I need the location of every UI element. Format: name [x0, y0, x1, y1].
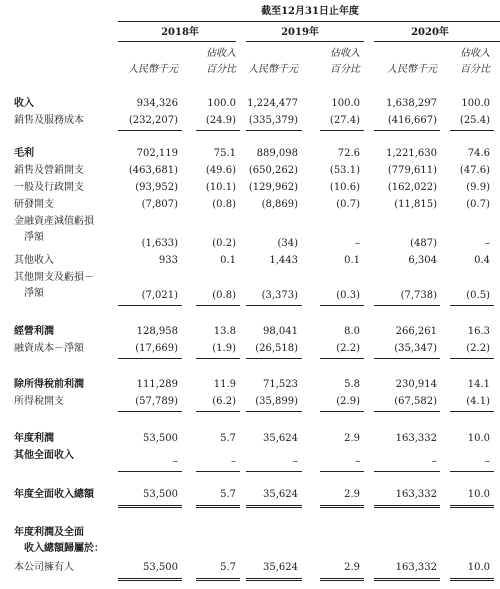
row-label-cont: 淨額: [24, 288, 44, 299]
subtotal-rule: [450, 411, 494, 412]
cell: 5.7: [220, 489, 236, 500]
cell: (0.5): [466, 290, 490, 301]
row-label: 其他全面收入: [14, 450, 74, 461]
cell: 934,326: [136, 98, 178, 109]
pct-header-2019-a: 佔收入: [330, 48, 360, 59]
cell: 0.1: [344, 255, 360, 266]
row-label: 其他開支及虧損－: [14, 272, 94, 283]
cell: (8,869): [261, 199, 298, 210]
cell: (416,667): [387, 115, 437, 126]
subtotal-rule: [450, 358, 494, 359]
cell: (93,952): [135, 182, 178, 193]
cell: (24.9): [205, 115, 236, 126]
year-2020-header: 2020年: [411, 27, 449, 38]
row-label: 研發開支: [14, 199, 54, 210]
cell: 98,041: [263, 326, 298, 337]
cell: (47.6): [459, 165, 490, 176]
cell: (27.4): [329, 115, 360, 126]
cell: 2.9: [344, 562, 360, 573]
subtotal-rule: [246, 358, 302, 359]
cell: 2.9: [344, 433, 360, 444]
pct-header-2020-b: 百分比: [460, 64, 490, 75]
total-double-rule: [374, 578, 440, 581]
amount-header-2019: 人民幣千元: [248, 64, 298, 75]
cell: (0.8): [212, 290, 236, 301]
cell: 2.9: [344, 489, 360, 500]
pct-header-2018-b: 百分比: [206, 64, 236, 75]
total-double-rule: [450, 578, 494, 581]
cell: (25.4): [459, 115, 490, 126]
total-double-rule: [118, 505, 182, 508]
subtotal-rule: [196, 411, 240, 412]
cell: 1,224,477: [247, 98, 298, 109]
cell: 1,221,630: [386, 148, 437, 159]
cell: –: [432, 456, 437, 467]
cell: (34): [277, 238, 298, 249]
cell: 53,500: [143, 489, 178, 500]
cell: (10.1): [205, 182, 236, 193]
row-label: 融資成本－淨額: [14, 343, 84, 354]
subtotal-rule: [118, 358, 182, 359]
cell: 71,523: [263, 379, 298, 390]
subtotal-rule: [118, 471, 182, 472]
cell: 111,289: [136, 379, 178, 390]
cell: –: [355, 238, 360, 249]
cell: 163,332: [395, 433, 437, 444]
subtotal-rule: [196, 471, 240, 472]
cell: 5.8: [344, 379, 360, 390]
cell: (11,815): [394, 199, 437, 210]
subtotal-rule: [118, 305, 182, 306]
cell: (2.9): [336, 396, 360, 407]
amount-header-2018: 人民幣千元: [128, 64, 178, 75]
cell: (0.7): [336, 199, 360, 210]
subtotal-rule: [374, 411, 440, 412]
cell: 14.1: [467, 379, 490, 390]
cell: (779,611): [387, 165, 437, 176]
year-2019-rule: [246, 41, 364, 42]
subtotal-rule: [196, 305, 240, 306]
cell: 933: [158, 255, 178, 266]
cell: 100.0: [331, 98, 360, 109]
cell: (26,518): [255, 343, 298, 354]
cell: 74.6: [467, 148, 490, 159]
cell: 0.4: [474, 255, 490, 266]
row-label: 經營利潤: [14, 326, 54, 337]
cell: (2.2): [466, 343, 490, 354]
row-label: 所得稅開支: [14, 396, 64, 407]
subtotal-rule: [118, 130, 182, 131]
cell: (7,738): [400, 290, 437, 301]
cell: (0.7): [466, 199, 490, 210]
subtotal-rule: [320, 411, 364, 412]
total-double-rule: [118, 578, 182, 581]
row-label: 金融資產減值虧損: [14, 216, 94, 227]
cell: (35,899): [255, 396, 298, 407]
subtotal-rule: [246, 130, 302, 131]
cell: (6.2): [212, 396, 236, 407]
cell: 128,958: [136, 326, 178, 337]
amount-header-2020: 人民幣千元: [387, 64, 437, 75]
cell: (0.8): [212, 199, 236, 210]
cell: (17,669): [135, 343, 178, 354]
cell: 53,500: [143, 562, 178, 573]
subtotal-rule: [246, 305, 302, 306]
year-2019-header: 2019年: [281, 27, 319, 38]
cell: 16.3: [467, 326, 490, 337]
cell: 163,332: [395, 489, 437, 500]
cell: (129,962): [248, 182, 298, 193]
subtotal-rule: [320, 358, 364, 359]
cell: 100.0: [207, 98, 236, 109]
cell: 0.1: [220, 255, 236, 266]
cell: 10.0: [467, 562, 490, 573]
row-label: 其他收入: [14, 255, 54, 266]
subtotal-rule: [450, 471, 494, 472]
row-label: 收入: [14, 98, 34, 109]
cell: 35,624: [263, 433, 298, 444]
cell: (7,021): [141, 290, 178, 301]
cell: (53.1): [329, 165, 360, 176]
row-label: 銷售及營銷開支: [14, 165, 84, 176]
cell: 266,261: [395, 326, 437, 337]
cell: (10.6): [329, 182, 360, 193]
cell: (1,633): [141, 238, 178, 249]
cell: 8.0: [344, 326, 360, 337]
cell: (463,681): [128, 165, 178, 176]
row-label: 毛利: [14, 148, 34, 159]
row-label: 一般及行政開支: [14, 182, 84, 193]
cell: (49.6): [205, 165, 236, 176]
row-label: 除所得稅前利潤: [14, 379, 84, 390]
cell: 10.0: [467, 489, 490, 500]
period-header: 截至12月31日止年度: [261, 6, 359, 17]
cell: –: [485, 238, 490, 249]
cell: (67,582): [394, 396, 437, 407]
cell: 35,624: [263, 562, 298, 573]
row-label: 年度利潤及全面: [14, 527, 84, 538]
cell: 5.7: [220, 433, 236, 444]
subtotal-rule: [320, 130, 364, 131]
cell: (4.1): [466, 396, 490, 407]
subtotal-rule: [246, 411, 302, 412]
subtotal-rule: [374, 130, 440, 131]
total-double-rule: [450, 505, 494, 508]
cell: –: [485, 456, 490, 467]
cell: 230,914: [395, 379, 437, 390]
cell: (162,022): [387, 182, 437, 193]
period-rule: [118, 21, 500, 22]
cell: 11.9: [213, 379, 236, 390]
pct-header-2018-a: 佔收入: [206, 48, 236, 59]
row-label: 本公司擁有人: [14, 562, 74, 573]
cell: 702,119: [136, 148, 178, 159]
cell: (335,379): [248, 115, 298, 126]
subtotal-rule: [374, 358, 440, 359]
year-2018-header: 2018年: [161, 27, 199, 38]
subtotal-rule: [320, 305, 364, 306]
total-double-rule: [246, 505, 302, 508]
row-label: 年度全面收入總額: [14, 489, 94, 500]
subtotal-rule: [450, 130, 494, 131]
cell: (487): [410, 238, 437, 249]
cell: (57,789): [135, 396, 178, 407]
cell: –: [173, 456, 178, 467]
cell: 100.0: [461, 98, 490, 109]
cell: (0.3): [336, 290, 360, 301]
cell: 1,638,297: [386, 98, 437, 109]
subtotal-rule: [374, 471, 440, 472]
cell: 53,500: [143, 433, 178, 444]
pct-header-2019-b: 百分比: [330, 64, 360, 75]
row-label-cont: 淨額: [24, 232, 44, 243]
cell: (0.2): [212, 238, 236, 249]
total-double-rule: [196, 505, 240, 508]
total-double-rule: [246, 578, 302, 581]
subtotal-rule: [246, 471, 302, 472]
cell: (7,807): [141, 199, 178, 210]
subtotal-rule: [450, 305, 494, 306]
cell: (232,207): [128, 115, 178, 126]
subtotal-rule: [320, 471, 364, 472]
pct-header-2020-a: 佔收入: [460, 48, 490, 59]
total-double-rule: [374, 505, 440, 508]
cell: 72.6: [337, 148, 360, 159]
cell: 10.0: [467, 433, 490, 444]
row-label: 年度利潤: [14, 433, 54, 444]
cell: (35,347): [394, 343, 437, 354]
cell: 5.7: [220, 562, 236, 573]
cell: 13.8: [213, 326, 236, 337]
year-2018-rule: [118, 41, 236, 42]
cell: (9.9): [466, 182, 490, 193]
year-2020-rule: [374, 41, 500, 42]
cell: 75.1: [213, 148, 236, 159]
row-label: 銷售及服務成本: [14, 115, 84, 126]
subtotal-rule: [118, 411, 182, 412]
cell: (650,262): [248, 165, 298, 176]
subtotal-rule: [374, 305, 440, 306]
total-double-rule: [320, 578, 364, 581]
cell: –: [231, 456, 236, 467]
cell: (1.9): [212, 343, 236, 354]
cell: 163,332: [395, 562, 437, 573]
cell: (2.2): [336, 343, 360, 354]
cell: –: [355, 456, 360, 467]
cell: –: [293, 456, 298, 467]
subtotal-rule: [196, 358, 240, 359]
cell: 6,304: [408, 255, 437, 266]
row-label-cont: 收入總額歸屬於：: [24, 543, 104, 554]
cell: 1,443: [269, 255, 298, 266]
cell: 35,624: [263, 489, 298, 500]
cell: 889,098: [256, 148, 298, 159]
total-double-rule: [196, 578, 240, 581]
cell: (3,373): [261, 290, 298, 301]
subtotal-rule: [196, 130, 240, 131]
total-double-rule: [320, 505, 364, 508]
